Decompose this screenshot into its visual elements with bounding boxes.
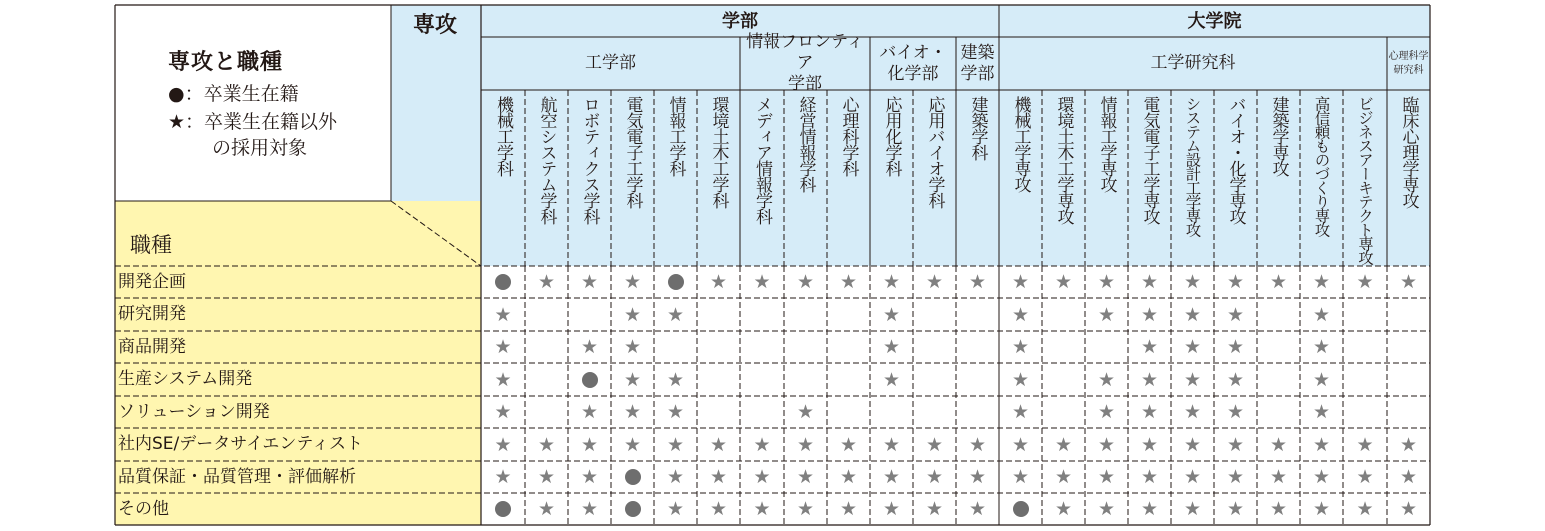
star-mark: ★ xyxy=(1399,466,1418,488)
star-mark: ★ xyxy=(1140,271,1159,293)
star-mark: ★ xyxy=(1140,336,1159,358)
column-header: 電気電子工学科 xyxy=(622,96,643,208)
star-mark: ★ xyxy=(925,433,944,456)
star-mark: ★ xyxy=(1183,433,1202,456)
star-mark: ★ xyxy=(1183,466,1202,488)
star-mark: ★ xyxy=(1054,466,1073,488)
column-header: 心理科学科 xyxy=(838,96,859,176)
star-mark: ★ xyxy=(1356,433,1374,456)
star-mark: ★ xyxy=(796,433,815,456)
star-mark: ★ xyxy=(1356,271,1374,293)
dot-mark xyxy=(495,501,511,517)
star-mark: ★ xyxy=(1011,303,1030,326)
star-mark: ★ xyxy=(1011,433,1030,456)
group-label: 工学部 xyxy=(585,53,636,73)
dot-mark xyxy=(582,372,598,388)
star-mark: ★ xyxy=(1399,498,1418,520)
column-header: 建築学科 xyxy=(967,96,988,160)
star-mark: ★ xyxy=(1183,336,1202,358)
star-mark: ★ xyxy=(580,336,599,358)
column-header: 航空システム学科 xyxy=(536,96,557,224)
star-mark: ★ xyxy=(1183,401,1202,423)
star-mark: ★ xyxy=(1140,368,1159,391)
star-mark: ★ xyxy=(623,433,642,456)
star-mark: ★ xyxy=(1097,498,1116,520)
dot-mark xyxy=(625,469,641,485)
column-header: 経営情報学科 xyxy=(795,96,816,192)
star-mark: ★ xyxy=(1399,271,1418,293)
star-mark: ★ xyxy=(1097,271,1116,293)
star-mark: ★ xyxy=(580,433,599,456)
star-mark: ★ xyxy=(1183,368,1202,391)
star-mark: ★ xyxy=(753,466,771,488)
star-mark: ★ xyxy=(1312,368,1331,391)
column-header: 応用バイオ学科 xyxy=(924,96,945,208)
star-mark: ★ xyxy=(1312,271,1331,293)
star-mark: ★ xyxy=(925,498,944,520)
major-label: 専攻 xyxy=(412,13,457,38)
column-header: 電気電子工学専攻 xyxy=(1139,96,1160,224)
star-mark: ★ xyxy=(882,303,901,326)
star-mark: ★ xyxy=(968,466,987,488)
star-mark: ★ xyxy=(580,498,599,520)
star-mark: ★ xyxy=(666,303,685,326)
star-mark: ★ xyxy=(796,466,815,488)
column-header: 環境土木工学科 xyxy=(708,96,729,208)
star-mark: ★ xyxy=(882,368,901,391)
star-mark: ★ xyxy=(623,303,642,326)
dot-mark xyxy=(625,501,641,517)
star-mark: ★ xyxy=(580,271,599,293)
group-label: バイオ・ 化学部 xyxy=(879,42,947,84)
star-mark: ★ xyxy=(882,498,901,520)
column-header: 環境土木工学専攻 xyxy=(1053,96,1074,224)
star-mark: ★ xyxy=(1097,401,1116,423)
group-label: 建築 学部 xyxy=(960,42,995,84)
star-mark: ★ xyxy=(796,401,815,423)
star-mark: ★ xyxy=(623,368,642,391)
star-mark: ★ xyxy=(925,466,944,488)
star-mark: ★ xyxy=(1226,271,1245,293)
star-mark: ★ xyxy=(666,466,685,488)
legend xyxy=(115,5,391,201)
star-mark: ★ xyxy=(1054,433,1073,456)
star-mark: ★ xyxy=(666,401,685,423)
row-label: ソリューション開発 xyxy=(118,402,270,422)
column-header: 建築学専攻 xyxy=(1268,96,1289,176)
column-header: 情報工学専攻 xyxy=(1096,96,1117,192)
level-daigakuin: 大学院 xyxy=(1187,10,1242,32)
dot-mark xyxy=(495,274,511,290)
star-mark: ★ xyxy=(709,466,728,488)
star-mark: ★ xyxy=(753,498,771,520)
star-mark: ★ xyxy=(1312,433,1331,456)
row-label: 研究開発 xyxy=(118,304,186,324)
star-mark: ★ xyxy=(1269,433,1288,456)
star-mark: ★ xyxy=(1226,466,1245,488)
column-header: ロボティクス学科 xyxy=(579,96,600,224)
star-mark: ★ xyxy=(839,466,858,488)
star-mark: ★ xyxy=(1269,271,1288,293)
star-mark: ★ xyxy=(537,433,556,456)
star-mark: ★ xyxy=(968,498,987,520)
star-mark: ★ xyxy=(1183,498,1202,520)
star-mark: ★ xyxy=(1140,433,1159,456)
star-mark: ★ xyxy=(1097,433,1116,456)
star-mark: ★ xyxy=(537,498,556,520)
star-mark: ★ xyxy=(882,433,901,456)
star-mark: ★ xyxy=(968,271,987,293)
group-label: 心理科学 研究科 xyxy=(1388,50,1429,76)
star-mark: ★ xyxy=(1356,466,1374,488)
column-header: システム設計工学専攻 xyxy=(1183,96,1202,236)
group-label: 情報フロンティア 学部 xyxy=(746,32,864,94)
column-header: 応用化学科 xyxy=(881,96,902,176)
star-mark: ★ xyxy=(666,498,685,520)
star-mark: ★ xyxy=(1097,303,1116,326)
star-mark: ★ xyxy=(839,271,858,293)
star-mark: ★ xyxy=(839,433,858,456)
star-mark: ★ xyxy=(494,336,512,358)
group-label: 工学研究科 xyxy=(1150,53,1236,73)
star-mark: ★ xyxy=(1226,303,1245,326)
star-mark: ★ xyxy=(1312,466,1331,488)
legend-title: 専攻と職種 xyxy=(168,50,284,75)
star-mark: ★ xyxy=(1097,368,1116,391)
star-mark: ★ xyxy=(968,433,987,456)
star-mark: ★ xyxy=(1269,498,1288,520)
star-mark: ★ xyxy=(1097,466,1116,488)
star-mark: ★ xyxy=(494,303,512,326)
column-header: バイオ・化学専攻 xyxy=(1225,96,1246,224)
star-mark: ★ xyxy=(839,498,858,520)
star-mark: ★ xyxy=(580,401,599,423)
star-mark: ★ xyxy=(666,368,685,391)
column-header: 情報工学科 xyxy=(665,96,686,176)
star-mark: ★ xyxy=(623,336,642,358)
star-mark: ★ xyxy=(1054,271,1073,293)
star-mark: ★ xyxy=(1312,303,1331,326)
star-mark: ★ xyxy=(1226,401,1245,423)
star-mark: ★ xyxy=(623,271,642,293)
star-mark: ★ xyxy=(1011,368,1030,391)
star-mark: ★ xyxy=(925,271,944,293)
star-mark: ★ xyxy=(1399,433,1418,456)
star-mark: ★ xyxy=(1183,303,1202,326)
star-mark: ★ xyxy=(709,271,728,293)
column-header: メディア情報学科 xyxy=(752,96,772,224)
job-label: 職種 xyxy=(130,233,172,257)
star-mark: ★ xyxy=(666,433,685,456)
legend-dot-line: ●：卒業生在籍 xyxy=(168,83,299,105)
star-mark: ★ xyxy=(494,466,512,488)
star-mark: ★ xyxy=(1226,336,1245,358)
star-mark: ★ xyxy=(1140,498,1159,520)
star-mark: ★ xyxy=(1140,303,1159,326)
star-mark: ★ xyxy=(709,433,728,456)
star-mark: ★ xyxy=(1269,466,1288,488)
star-mark: ★ xyxy=(753,433,771,456)
star-mark: ★ xyxy=(537,271,556,293)
star-mark: ★ xyxy=(1054,498,1073,520)
star-mark: ★ xyxy=(753,271,771,293)
row-label: 開発企画 xyxy=(118,272,186,292)
column-header: ビジネスアーキテクト専攻 xyxy=(1356,96,1374,264)
star-mark: ★ xyxy=(494,401,512,423)
column-header: 臨床心理学専攻 xyxy=(1398,96,1419,208)
legend-star-line-cont: の採用対象 xyxy=(212,137,308,159)
star-mark: ★ xyxy=(1183,271,1202,293)
star-mark: ★ xyxy=(1226,368,1245,391)
star-mark: ★ xyxy=(494,433,512,456)
star-mark: ★ xyxy=(1356,498,1374,520)
row-label: 商品開発 xyxy=(118,337,186,357)
star-mark: ★ xyxy=(709,498,728,520)
star-mark: ★ xyxy=(1226,433,1245,456)
level-gakubu: 学部 xyxy=(722,10,758,32)
star-mark: ★ xyxy=(623,401,642,423)
star-mark: ★ xyxy=(1011,336,1030,358)
star-mark: ★ xyxy=(882,336,901,358)
star-mark: ★ xyxy=(1011,271,1030,293)
star-mark: ★ xyxy=(1011,466,1030,488)
star-mark: ★ xyxy=(494,368,512,391)
column-header: 高信頼ものづくり専攻 xyxy=(1312,96,1331,236)
star-mark: ★ xyxy=(1140,466,1159,488)
column-header: 機械工学専攻 xyxy=(1010,96,1031,192)
star-mark: ★ xyxy=(1312,498,1331,520)
row-label: 品質保証・品質管理・評価解析 xyxy=(118,467,356,487)
dot-mark xyxy=(1013,501,1029,517)
star-mark: ★ xyxy=(796,498,815,520)
column-header: 機械工学科 xyxy=(493,96,513,176)
star-mark: ★ xyxy=(882,271,901,293)
star-mark: ★ xyxy=(1140,401,1159,423)
star-mark: ★ xyxy=(1226,498,1245,520)
star-mark: ★ xyxy=(537,466,556,488)
star-mark: ★ xyxy=(580,466,599,488)
star-mark: ★ xyxy=(882,466,901,488)
star-mark: ★ xyxy=(796,271,815,293)
dot-mark xyxy=(668,274,684,290)
star-mark: ★ xyxy=(1312,336,1331,358)
row-label: 社内SE/データサイエンティスト xyxy=(118,434,364,454)
legend-star-line: ★：卒業生在籍以外 xyxy=(168,111,338,133)
star-mark: ★ xyxy=(1312,401,1331,423)
row-label: 生産システム開発 xyxy=(118,369,253,389)
star-mark: ★ xyxy=(1011,401,1030,423)
row-label: その他 xyxy=(118,499,169,519)
